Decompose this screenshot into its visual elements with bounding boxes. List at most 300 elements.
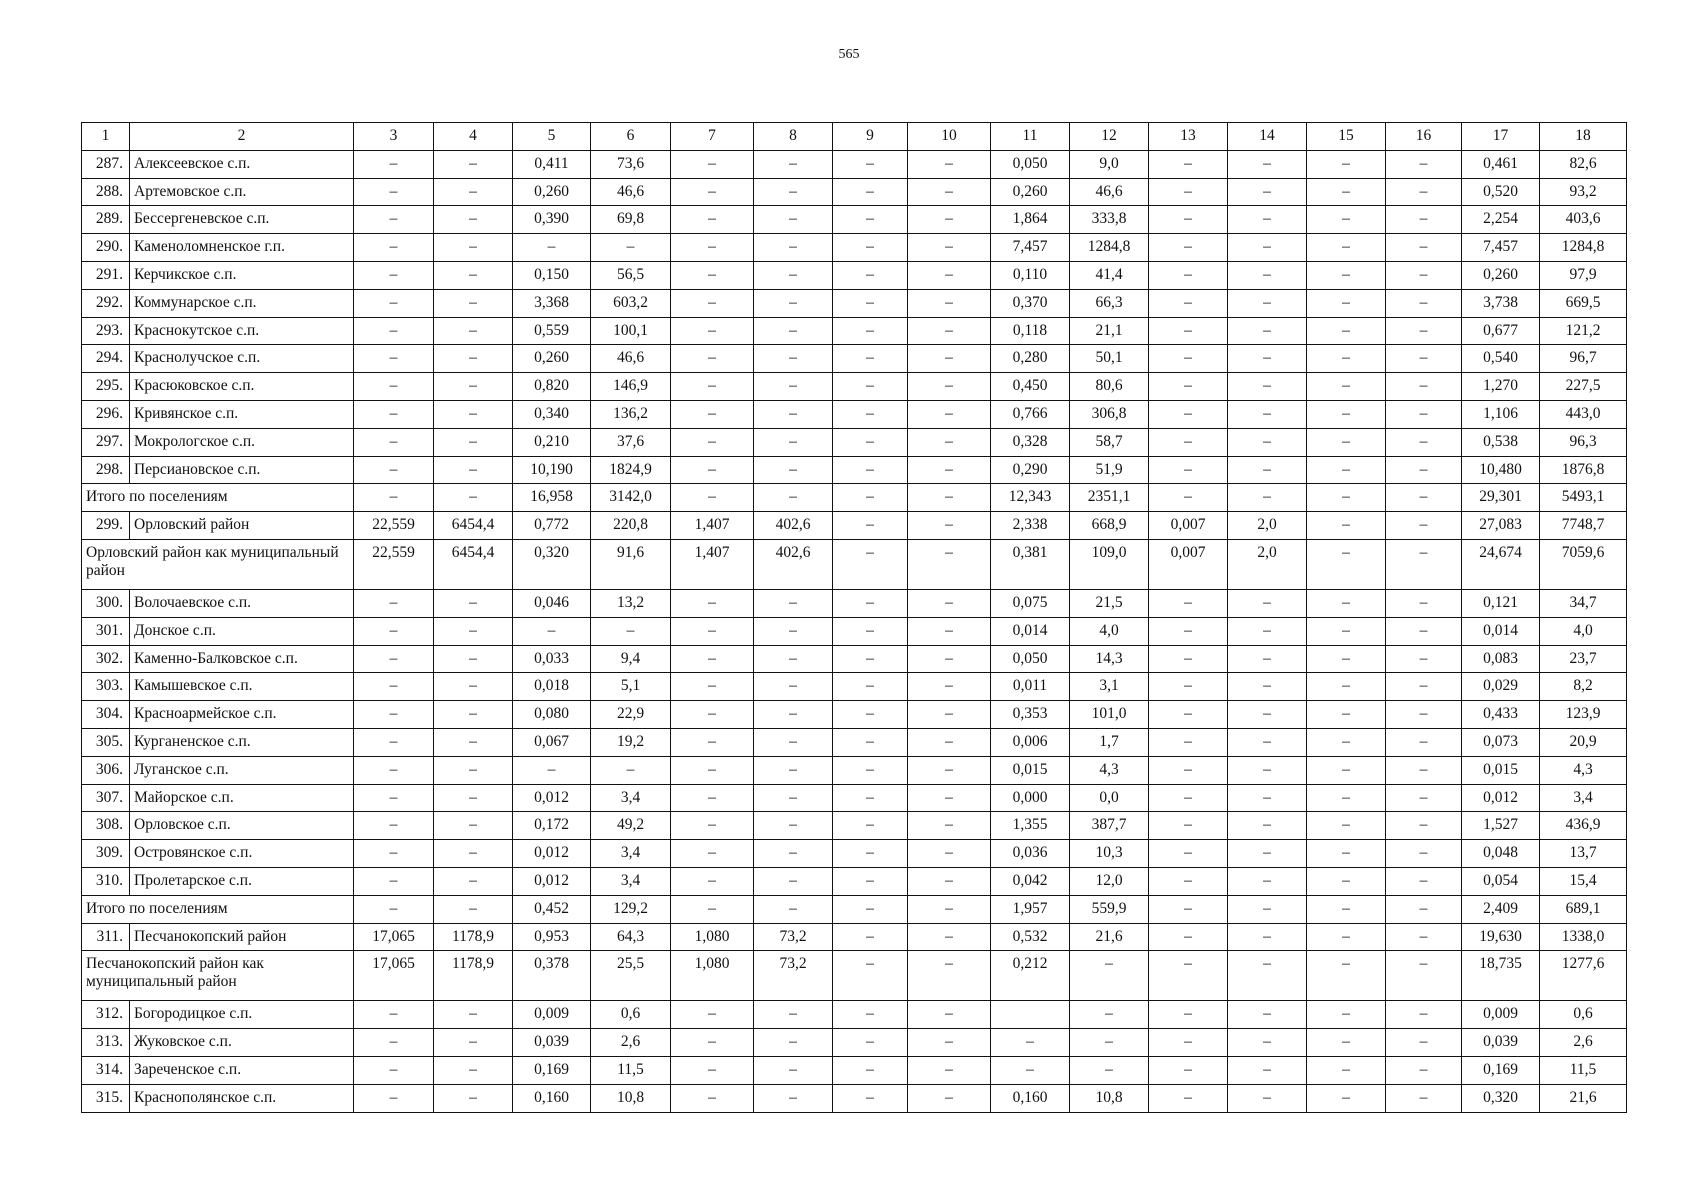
value-cell: 18,735 <box>1462 951 1540 1001</box>
table-row <box>82 728 1627 756</box>
value-cell: – <box>754 373 833 401</box>
table-row <box>82 512 1627 540</box>
value-cell: 0,080 <box>513 701 591 729</box>
value-cell: 12,0 <box>1070 867 1149 895</box>
value-cell: 10,190 <box>513 456 591 484</box>
value-cell: – <box>754 1084 833 1112</box>
settlement-name: Коммунарское с.п. <box>130 289 354 317</box>
value-cell: 0,320 <box>513 539 591 589</box>
row-number: 313. <box>82 1029 130 1057</box>
value-cell: – <box>434 456 513 484</box>
value-cell: – <box>908 617 991 645</box>
value-cell: – <box>1149 1056 1228 1084</box>
value-cell: – <box>1228 428 1307 456</box>
value-cell: 13,7 <box>1540 840 1627 868</box>
value-cell: – <box>1149 673 1228 701</box>
value-cell: – <box>1307 951 1386 1001</box>
value-cell: – <box>1386 1056 1462 1084</box>
row-number: 288. <box>82 178 130 206</box>
value-cell: 11,5 <box>1540 1056 1627 1084</box>
value-cell: 129,2 <box>591 895 671 923</box>
settlement-name: Краснокутское с.п. <box>130 317 354 345</box>
value-cell: 0,370 <box>991 289 1070 317</box>
value-cell: 0,014 <box>991 617 1070 645</box>
value-cell: – <box>1149 261 1228 289</box>
value-cell: 69,8 <box>591 206 671 234</box>
value-cell: – <box>754 840 833 868</box>
column-header: 17 <box>1462 123 1540 151</box>
value-cell: – <box>1228 840 1307 868</box>
value-cell: – <box>1386 512 1462 540</box>
value-cell: – <box>754 150 833 178</box>
value-cell: 21,6 <box>1540 1084 1627 1112</box>
row-number: 302. <box>82 645 130 673</box>
value-cell: 1,106 <box>1462 400 1540 428</box>
value-cell: 93,2 <box>1540 178 1627 206</box>
value-cell: 97,9 <box>1540 261 1627 289</box>
value-cell: 0,050 <box>991 150 1070 178</box>
row-number: 295. <box>82 373 130 401</box>
value-cell: – <box>833 512 908 540</box>
row-number: 309. <box>82 840 130 868</box>
value-cell: 0,018 <box>513 673 591 701</box>
value-cell: 0,260 <box>513 178 591 206</box>
value-cell: – <box>1149 645 1228 673</box>
subtotal-row <box>82 951 1627 1001</box>
value-cell: 101,0 <box>1070 701 1149 729</box>
settlement-name: Островянское с.п. <box>130 840 354 868</box>
settlement-name: Орловское с.п. <box>130 812 354 840</box>
value-cell: – <box>354 289 434 317</box>
value-cell: – <box>671 178 754 206</box>
value-cell: – <box>908 728 991 756</box>
value-cell: – <box>1386 206 1462 234</box>
value-cell: 80,6 <box>1070 373 1149 401</box>
value-cell: – <box>1307 234 1386 262</box>
value-cell: – <box>513 756 591 784</box>
value-cell: – <box>754 428 833 456</box>
value-cell: – <box>1386 895 1462 923</box>
value-cell: 4,0 <box>1070 617 1149 645</box>
value-cell: – <box>1228 206 1307 234</box>
value-cell: – <box>671 867 754 895</box>
value-cell: – <box>1307 895 1386 923</box>
value-cell: 82,6 <box>1540 150 1627 178</box>
value-cell: – <box>1307 812 1386 840</box>
value-cell: 0,042 <box>991 867 1070 895</box>
value-cell: – <box>908 373 991 401</box>
value-cell: – <box>1149 1029 1228 1057</box>
value-cell: – <box>754 317 833 345</box>
value-cell: 333,8 <box>1070 206 1149 234</box>
value-cell: 387,7 <box>1070 812 1149 840</box>
subtotal-row <box>82 484 1627 512</box>
table-row <box>82 178 1627 206</box>
value-cell: – <box>908 840 991 868</box>
value-cell: 9,0 <box>1070 150 1149 178</box>
data-table <box>81 122 1627 1113</box>
value-cell: 3,738 <box>1462 289 1540 317</box>
value-cell: – <box>513 617 591 645</box>
value-cell: 49,2 <box>591 812 671 840</box>
value-cell: – <box>434 701 513 729</box>
value-cell: 73,2 <box>754 923 833 951</box>
value-cell: – <box>671 400 754 428</box>
value-cell: – <box>1307 1001 1386 1029</box>
value-cell: – <box>1149 345 1228 373</box>
value-cell: 0,6 <box>1540 1001 1627 1029</box>
value-cell: 306,8 <box>1070 400 1149 428</box>
value-cell: – <box>833 289 908 317</box>
value-cell: – <box>1386 373 1462 401</box>
value-cell: 0,033 <box>513 645 591 673</box>
value-cell: – <box>354 261 434 289</box>
value-cell: 0,150 <box>513 261 591 289</box>
value-cell: – <box>1307 178 1386 206</box>
value-cell: – <box>1228 1029 1307 1057</box>
row-number: 315. <box>82 1084 130 1112</box>
value-cell: 2351,1 <box>1070 484 1149 512</box>
value-cell: – <box>1307 373 1386 401</box>
value-cell: – <box>754 673 833 701</box>
value-cell: 96,3 <box>1540 428 1627 456</box>
value-cell: 0,054 <box>1462 867 1540 895</box>
value-cell: – <box>671 895 754 923</box>
value-cell: – <box>671 728 754 756</box>
column-header: 9 <box>833 123 908 151</box>
value-cell: 0,011 <box>991 673 1070 701</box>
value-cell: – <box>1386 589 1462 617</box>
column-header: 15 <box>1307 123 1386 151</box>
value-cell: 2,6 <box>1540 1029 1627 1057</box>
value-cell: – <box>354 589 434 617</box>
value-cell: – <box>833 840 908 868</box>
column-header: 13 <box>1149 123 1228 151</box>
value-cell: – <box>754 784 833 812</box>
value-cell: – <box>434 645 513 673</box>
value-cell: 2,254 <box>1462 206 1540 234</box>
value-cell: 4,0 <box>1540 617 1627 645</box>
value-cell: – <box>354 317 434 345</box>
value-cell: – <box>908 756 991 784</box>
value-cell: – <box>354 345 434 373</box>
row-number: 293. <box>82 317 130 345</box>
value-cell: 0,015 <box>1462 756 1540 784</box>
value-cell: 1876,8 <box>1540 456 1627 484</box>
value-cell: – <box>908 867 991 895</box>
value-cell: 0,172 <box>513 812 591 840</box>
row-label: Итого по поселениям <box>82 895 354 923</box>
value-cell: 1,080 <box>671 951 754 1001</box>
value-cell: 220,8 <box>591 512 671 540</box>
value-cell: 15,4 <box>1540 867 1627 895</box>
value-cell: – <box>754 617 833 645</box>
settlement-name: Красюковское с.п. <box>130 373 354 401</box>
value-cell: – <box>833 784 908 812</box>
row-number: 305. <box>82 728 130 756</box>
value-cell: – <box>671 756 754 784</box>
value-cell: 0,532 <box>991 923 1070 951</box>
value-cell: 5,1 <box>591 673 671 701</box>
settlement-name: Кривянское с.п. <box>130 400 354 428</box>
table-row <box>82 206 1627 234</box>
value-cell: 0,411 <box>513 150 591 178</box>
value-cell: – <box>671 617 754 645</box>
value-cell: – <box>434 178 513 206</box>
value-cell: 1178,9 <box>434 951 513 1001</box>
value-cell: – <box>1228 400 1307 428</box>
value-cell: 1178,9 <box>434 923 513 951</box>
value-cell: – <box>1386 1001 1462 1029</box>
value-cell: – <box>1386 867 1462 895</box>
value-cell: 24,674 <box>1462 539 1540 589</box>
value-cell: 10,480 <box>1462 456 1540 484</box>
subtotal-row <box>82 539 1627 589</box>
value-cell: – <box>833 1056 908 1084</box>
value-cell: 64,3 <box>591 923 671 951</box>
value-cell: 0,953 <box>513 923 591 951</box>
settlement-name: Орловский район <box>130 512 354 540</box>
value-cell: – <box>434 812 513 840</box>
value-cell: – <box>908 400 991 428</box>
value-cell: – <box>1386 178 1462 206</box>
value-cell: – <box>1386 812 1462 840</box>
value-cell: – <box>434 784 513 812</box>
value-cell: – <box>354 234 434 262</box>
value-cell: – <box>833 400 908 428</box>
value-cell: 0,073 <box>1462 728 1540 756</box>
table-row <box>82 840 1627 868</box>
value-cell: – <box>833 951 908 1001</box>
value-cell: – <box>434 589 513 617</box>
value-cell: 0,012 <box>513 867 591 895</box>
row-number: 307. <box>82 784 130 812</box>
value-cell: 51,9 <box>1070 456 1149 484</box>
value-cell: – <box>833 812 908 840</box>
value-cell: 29,301 <box>1462 484 1540 512</box>
table-row <box>82 345 1627 373</box>
value-cell: – <box>434 428 513 456</box>
row-number: 292. <box>82 289 130 317</box>
value-cell: 0,006 <box>991 728 1070 756</box>
value-cell: – <box>908 1056 991 1084</box>
value-cell: – <box>1307 923 1386 951</box>
column-header: 16 <box>1386 123 1462 151</box>
value-cell: 50,1 <box>1070 345 1149 373</box>
value-cell: 0,046 <box>513 589 591 617</box>
value-cell: 0,540 <box>1462 345 1540 373</box>
value-cell: – <box>1228 234 1307 262</box>
value-cell: 123,9 <box>1540 701 1627 729</box>
value-cell: 58,7 <box>1070 428 1149 456</box>
value-cell: – <box>833 261 908 289</box>
value-cell: – <box>434 867 513 895</box>
value-cell: – <box>671 206 754 234</box>
value-cell: – <box>1386 1029 1462 1057</box>
value-cell: – <box>833 1001 908 1029</box>
value-cell: – <box>1307 756 1386 784</box>
value-cell: – <box>1386 289 1462 317</box>
value-cell: 0,012 <box>1462 784 1540 812</box>
value-cell: – <box>354 400 434 428</box>
column-header: 8 <box>754 123 833 151</box>
value-cell: – <box>1149 951 1228 1001</box>
value-cell: 0,378 <box>513 951 591 1001</box>
value-cell: – <box>908 345 991 373</box>
value-cell: – <box>1228 756 1307 784</box>
table-row <box>82 317 1627 345</box>
value-cell: 6454,4 <box>434 539 513 589</box>
value-cell: – <box>1307 589 1386 617</box>
value-cell: – <box>908 206 991 234</box>
value-cell: 1338,0 <box>1540 923 1627 951</box>
value-cell: – <box>671 840 754 868</box>
value-cell: – <box>671 373 754 401</box>
value-cell: – <box>833 701 908 729</box>
value-cell: 1277,6 <box>1540 951 1627 1001</box>
column-header: 7 <box>671 123 754 151</box>
settlement-name: Волочаевское с.п. <box>130 589 354 617</box>
value-cell: – <box>354 840 434 868</box>
value-cell: 0,381 <box>991 539 1070 589</box>
settlement-name: Алексеевское с.п. <box>130 150 354 178</box>
column-header: 3 <box>354 123 434 151</box>
value-cell: – <box>354 812 434 840</box>
value-cell: 0,029 <box>1462 673 1540 701</box>
value-cell: 1824,9 <box>591 456 671 484</box>
value-cell: – <box>354 895 434 923</box>
value-cell: – <box>1307 345 1386 373</box>
value-cell: – <box>754 1056 833 1084</box>
value-cell: – <box>434 840 513 868</box>
value-cell: 436,9 <box>1540 812 1627 840</box>
table-row <box>82 1001 1627 1029</box>
value-cell: 46,6 <box>591 178 671 206</box>
value-cell: – <box>1149 840 1228 868</box>
value-cell: – <box>1228 150 1307 178</box>
value-cell: – <box>434 1084 513 1112</box>
value-cell: – <box>833 539 908 589</box>
value-cell: 21,1 <box>1070 317 1149 345</box>
table-row <box>82 428 1627 456</box>
value-cell: 46,6 <box>1070 178 1149 206</box>
value-cell: – <box>1307 428 1386 456</box>
value-cell: 1,864 <box>991 206 1070 234</box>
value-cell: – <box>754 345 833 373</box>
value-cell: – <box>434 1001 513 1029</box>
value-cell: 603,2 <box>591 289 671 317</box>
value-cell: – <box>354 1056 434 1084</box>
value-cell <box>991 1001 1070 1029</box>
column-header: 5 <box>513 123 591 151</box>
value-cell: – <box>833 456 908 484</box>
value-cell: 0,012 <box>513 840 591 868</box>
value-cell: 100,1 <box>591 317 671 345</box>
value-cell: 227,5 <box>1540 373 1627 401</box>
value-cell: – <box>1228 645 1307 673</box>
value-cell: – <box>833 150 908 178</box>
value-cell: 0,007 <box>1149 512 1228 540</box>
value-cell: 136,2 <box>591 400 671 428</box>
value-cell: – <box>1307 673 1386 701</box>
value-cell: 91,6 <box>591 539 671 589</box>
value-cell: – <box>1386 784 1462 812</box>
table-row <box>82 456 1627 484</box>
value-cell: – <box>754 701 833 729</box>
value-cell: – <box>1228 784 1307 812</box>
value-cell: – <box>754 895 833 923</box>
value-cell: – <box>1228 895 1307 923</box>
table-row <box>82 812 1627 840</box>
value-cell: – <box>833 373 908 401</box>
value-cell: – <box>434 150 513 178</box>
value-cell: – <box>1386 345 1462 373</box>
value-cell: 2,6 <box>591 1029 671 1057</box>
value-cell: 121,2 <box>1540 317 1627 345</box>
value-cell: 10,3 <box>1070 840 1149 868</box>
row-number: 291. <box>82 261 130 289</box>
value-cell: 2,0 <box>1228 539 1307 589</box>
value-cell: 402,6 <box>754 512 833 540</box>
value-cell: – <box>1070 1056 1149 1084</box>
value-cell: – <box>754 484 833 512</box>
value-cell: – <box>754 206 833 234</box>
column-header: 4 <box>434 123 513 151</box>
value-cell: – <box>671 701 754 729</box>
value-cell: 0,083 <box>1462 645 1540 673</box>
value-cell: – <box>1386 701 1462 729</box>
value-cell: – <box>1228 484 1307 512</box>
value-cell: – <box>833 234 908 262</box>
value-cell: 0,520 <box>1462 178 1540 206</box>
value-cell: – <box>908 428 991 456</box>
value-cell: – <box>1149 1084 1228 1112</box>
value-cell: 73,6 <box>591 150 671 178</box>
settlement-name: Курганенское с.п. <box>130 728 354 756</box>
value-cell: – <box>1386 150 1462 178</box>
value-cell: – <box>591 756 671 784</box>
value-cell: 0,290 <box>991 456 1070 484</box>
value-cell: 0,121 <box>1462 589 1540 617</box>
settlement-name: Майорское с.п. <box>130 784 354 812</box>
value-cell: – <box>908 784 991 812</box>
value-cell: 2,409 <box>1462 895 1540 923</box>
value-cell: – <box>754 400 833 428</box>
value-cell: 1,080 <box>671 923 754 951</box>
value-cell: 403,6 <box>1540 206 1627 234</box>
value-cell: – <box>671 234 754 262</box>
value-cell: – <box>1228 589 1307 617</box>
value-cell: 3,1 <box>1070 673 1149 701</box>
value-cell: – <box>1228 867 1307 895</box>
value-cell: – <box>833 895 908 923</box>
value-cell: – <box>354 1029 434 1057</box>
value-cell: 56,5 <box>591 261 671 289</box>
value-cell: – <box>908 1029 991 1057</box>
value-cell: – <box>671 484 754 512</box>
value-cell: 4,3 <box>1070 756 1149 784</box>
value-cell: – <box>1228 701 1307 729</box>
value-cell: – <box>354 645 434 673</box>
value-cell: – <box>754 867 833 895</box>
value-cell: – <box>354 673 434 701</box>
value-cell: – <box>1307 539 1386 589</box>
value-cell: – <box>1307 617 1386 645</box>
value-cell: – <box>1307 261 1386 289</box>
value-cell: – <box>833 317 908 345</box>
value-cell: – <box>833 728 908 756</box>
value-cell: – <box>833 923 908 951</box>
